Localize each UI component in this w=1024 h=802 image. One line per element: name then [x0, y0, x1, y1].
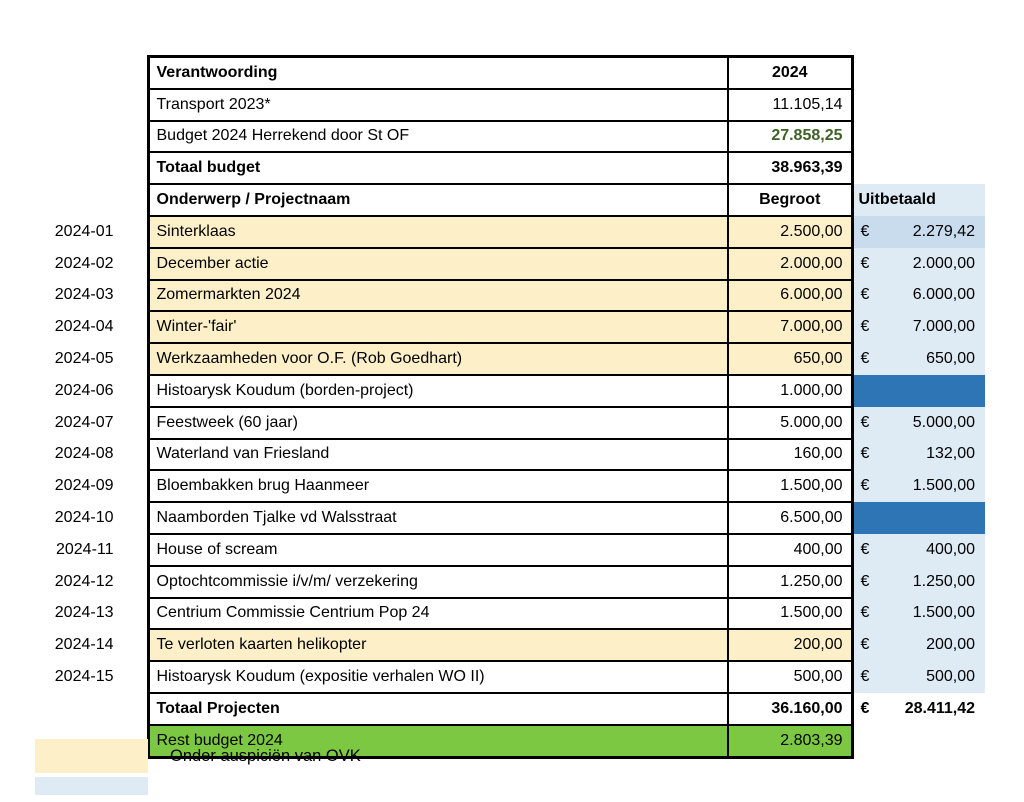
- summary-value: 27.858,25: [728, 121, 852, 153]
- project-id: 2024-13: [54, 604, 114, 622]
- project-id: 2024-01: [54, 222, 114, 240]
- project-row: [0, 343, 985, 375]
- total-paid: [852, 693, 985, 725]
- currency-symbol: €: [860, 222, 870, 240]
- paid-amount: 200,00: [926, 636, 975, 654]
- project-budget: 7.000,00: [728, 311, 852, 343]
- summary-label: Totaal budget: [148, 152, 728, 184]
- paid-amount: 400,00: [926, 540, 975, 558]
- currency-symbol: €: [860, 636, 870, 654]
- row-label: [0, 152, 148, 184]
- paid-amount: 132,00: [926, 445, 975, 463]
- project-name: Optochtcommissie i/v/m/ verzekering: [148, 566, 728, 598]
- column-header-paid: Uitbetaald: [852, 184, 985, 216]
- project-row: [0, 534, 985, 566]
- total-row: [0, 693, 985, 725]
- project-id: 2024-12: [54, 572, 114, 590]
- project-paid: [852, 534, 985, 566]
- project-id: 2024-08: [54, 445, 114, 463]
- paid-amount: 1.250,00: [912, 572, 975, 590]
- project-row: [0, 661, 985, 693]
- currency-symbol: €: [860, 668, 870, 686]
- row-label: [0, 57, 148, 89]
- budget-table: [0, 55, 985, 759]
- project-name: Waterland van Friesland: [148, 439, 728, 471]
- summary-year: 2024: [728, 57, 852, 89]
- project-budget: 500,00: [728, 661, 852, 693]
- legend: [35, 739, 361, 773]
- legend-swatch-paid: [35, 777, 148, 795]
- project-paid: [852, 439, 985, 471]
- row-label: [0, 121, 148, 153]
- summary-row: [0, 89, 985, 121]
- paid-amount: 2.279,42: [912, 222, 975, 240]
- column-header-row: [0, 184, 985, 216]
- paid-amount: 1.500,00: [912, 604, 975, 622]
- project-id: 2024-02: [54, 254, 114, 272]
- project-row: [0, 502, 985, 534]
- project-paid: [852, 598, 985, 630]
- project-budget: 160,00: [728, 439, 852, 471]
- project-budget: 5.000,00: [728, 407, 852, 439]
- paid-amount: 2.000,00: [912, 254, 975, 272]
- rest-label: Rest budget 2024: [148, 725, 728, 757]
- currency-symbol: €: [860, 254, 870, 272]
- project-name: Winter-'fair': [148, 311, 728, 343]
- project-id: 2024-05: [54, 350, 114, 368]
- legend-swatch-ovk: [35, 739, 148, 773]
- rest-value: 2.803,39: [728, 725, 852, 757]
- project-name: Feestweek (60 jaar): [148, 407, 728, 439]
- project-paid: [852, 311, 985, 343]
- project-budget: 2.500,00: [728, 216, 852, 248]
- project-name: Sinterklaas: [148, 216, 728, 248]
- column-header-budget: Begroot: [728, 184, 852, 216]
- paid-empty-cell: [852, 375, 985, 407]
- project-budget: 2.000,00: [728, 248, 852, 280]
- project-paid: [852, 470, 985, 502]
- project-id: 2024-09: [54, 477, 114, 495]
- project-row: [0, 375, 985, 407]
- summary-label: Budget 2024 Herrekend door St OF: [148, 121, 728, 153]
- project-budget: 650,00: [728, 343, 852, 375]
- currency-symbol: €: [860, 540, 870, 558]
- row-label: [0, 184, 148, 216]
- project-paid: [852, 661, 985, 693]
- project-id: 2024-14: [54, 636, 114, 654]
- project-paid: [852, 566, 985, 598]
- project-budget: 6.000,00: [728, 280, 852, 312]
- currency-symbol: €: [860, 413, 870, 431]
- project-budget: 6.500,00: [728, 502, 852, 534]
- paid-amount: 6.000,00: [912, 286, 975, 304]
- project-name: Zomermarkten 2024: [148, 280, 728, 312]
- project-row: [0, 470, 985, 502]
- project-name: Naamborden Tjalke vd Walsstraat: [148, 502, 728, 534]
- summary-label: Transport 2023*: [148, 89, 728, 121]
- project-row: [0, 280, 985, 312]
- project-paid: [852, 248, 985, 280]
- project-name: Centrium Commissie Centrium Pop 24: [148, 598, 728, 630]
- empty-cell: [852, 725, 985, 757]
- project-name: Histoarysk Koudum (borden-project): [148, 375, 728, 407]
- row-label: [0, 693, 148, 725]
- project-name: Histoarysk Koudum (expositie verhalen WO II): [148, 661, 728, 693]
- project-name: Bloembakken brug Haanmeer: [148, 470, 728, 502]
- project-row: [0, 439, 985, 471]
- summary-row: [0, 121, 985, 153]
- empty-cell: [852, 121, 985, 153]
- project-paid: [852, 629, 985, 661]
- project-budget: 1.250,00: [728, 566, 852, 598]
- project-id: 2024-03: [54, 286, 114, 304]
- paid-amount: 5.000,00: [912, 413, 975, 431]
- currency-symbol: €: [860, 350, 870, 368]
- project-paid: [852, 216, 985, 248]
- project-id: 2024-04: [54, 318, 114, 336]
- summary-value: 38.963,39: [728, 152, 852, 184]
- currency-symbol: €: [860, 286, 870, 304]
- project-name: Te verloten kaarten helikopter: [148, 629, 728, 661]
- project-row: [0, 311, 985, 343]
- total-label: Totaal Projecten: [148, 693, 728, 725]
- summary-row: [0, 152, 985, 184]
- empty-cell: [852, 57, 985, 89]
- paid-amount: 28.411,42: [904, 699, 975, 717]
- project-row: [0, 407, 985, 439]
- project-row: [0, 598, 985, 630]
- total-budget: 36.160,00: [728, 693, 852, 725]
- currency-symbol: €: [860, 445, 870, 463]
- project-row: [0, 566, 985, 598]
- project-budget: 400,00: [728, 534, 852, 566]
- currency-symbol: €: [860, 604, 870, 622]
- currency-symbol: €: [860, 318, 870, 336]
- project-budget: 1.500,00: [728, 470, 852, 502]
- legend-label: Onder auspiciën van OVK: [170, 746, 361, 765]
- project-budget: 1.500,00: [728, 598, 852, 630]
- project-budget: 1.000,00: [728, 375, 852, 407]
- summary-title: Verantwoording: [148, 57, 728, 89]
- paid-amount: 500,00: [926, 668, 975, 686]
- project-id: 2024-07: [54, 413, 114, 431]
- currency-symbol: €: [860, 477, 870, 495]
- project-id: 2024-10: [54, 509, 114, 527]
- paid-amount: 7.000,00: [912, 318, 975, 336]
- summary-value: 11.105,14: [728, 89, 852, 121]
- paid-empty-cell: [852, 502, 985, 534]
- project-paid: [852, 280, 985, 312]
- project-id: 2024-11: [55, 540, 114, 558]
- project-row: [0, 216, 985, 248]
- currency-symbol: €: [860, 572, 870, 590]
- project-id: 2024-15: [54, 668, 114, 686]
- project-name: House of scream: [148, 534, 728, 566]
- paid-amount: 1.500,00: [912, 477, 975, 495]
- empty-cell: [852, 152, 985, 184]
- column-header-name: Onderwerp / Projectnaam: [148, 184, 728, 216]
- paid-amount: 650,00: [926, 350, 975, 368]
- empty-cell: [852, 89, 985, 121]
- project-row: [0, 629, 985, 661]
- project-name: Werkzaamheden voor O.F. (Rob Goedhart): [148, 343, 728, 375]
- project-name: December actie: [148, 248, 728, 280]
- project-paid: [852, 407, 985, 439]
- project-row: [0, 248, 985, 280]
- row-label: [0, 89, 148, 121]
- project-paid: [852, 343, 985, 375]
- summary-header-row: [0, 57, 985, 89]
- project-budget: 200,00: [728, 629, 852, 661]
- currency-symbol: €: [860, 699, 870, 717]
- project-id: 2024-06: [54, 381, 114, 399]
